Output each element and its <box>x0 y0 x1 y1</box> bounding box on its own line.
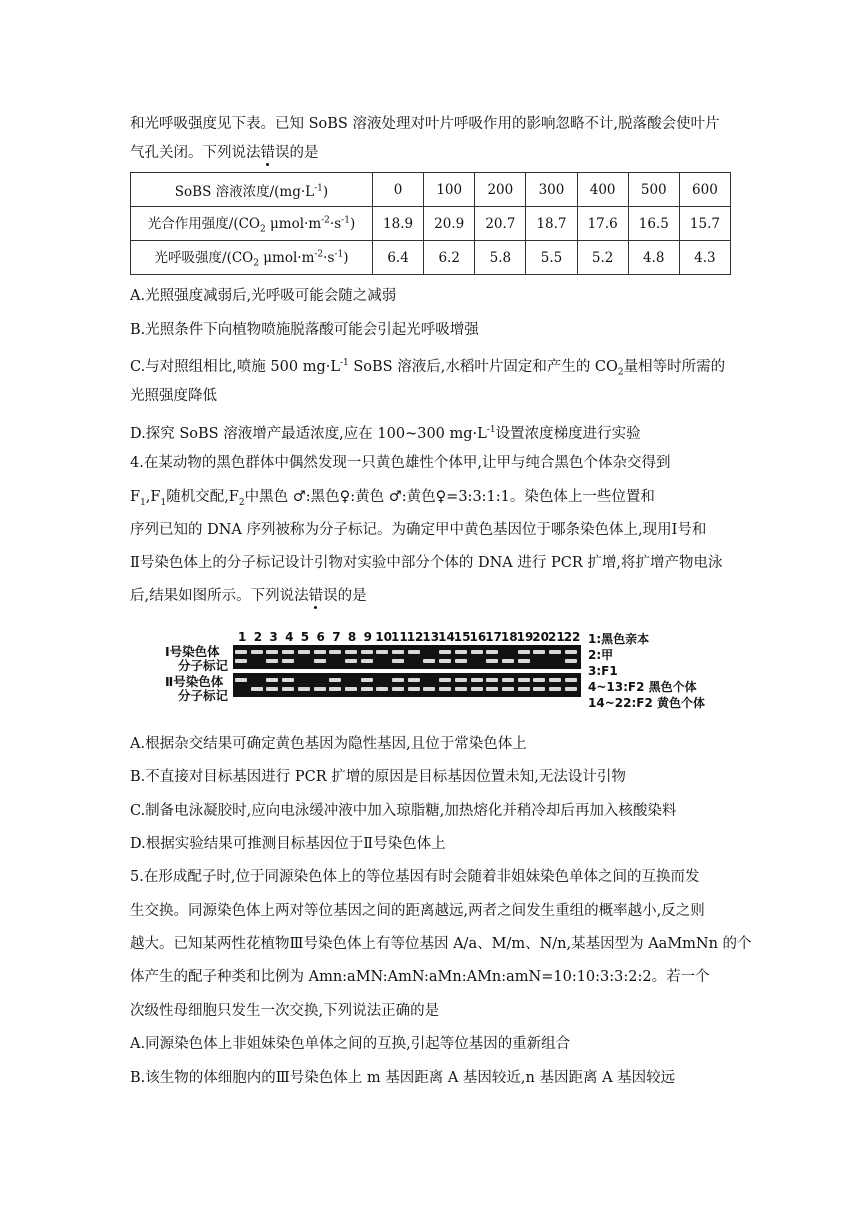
table-cell: 18.9 <box>373 207 424 241</box>
gel-band <box>329 687 341 691</box>
gel-band <box>486 687 498 691</box>
gel-band <box>408 687 420 691</box>
gel-band <box>392 678 404 682</box>
lane-number: 3 <box>269 630 278 644</box>
q3-intro-line-2: 气孔关闭。下列说法错误的是 <box>130 145 319 161</box>
gel-band <box>549 678 561 682</box>
lane-number: 21 <box>548 630 565 644</box>
legend-item: 2:甲 <box>588 648 614 662</box>
gel-band <box>423 659 435 663</box>
table-cell: 300 <box>526 173 577 207</box>
gel-band <box>314 650 326 654</box>
gel-band <box>502 678 514 682</box>
table-cell: 0 <box>373 173 424 207</box>
gel-band <box>533 687 545 691</box>
lane-number: 13 <box>422 630 440 644</box>
sobs-data-table <box>130 172 731 275</box>
gel-band <box>518 659 530 663</box>
gel-band <box>235 650 247 654</box>
gel-band <box>486 659 498 663</box>
photosynthesis-row-label: 光合作用强度$/(CO_2$ $\mu mol\cdot m^{-2}\cdot s^{-1}$) <box>131 207 373 241</box>
gel-band <box>266 687 278 691</box>
legend-item: 4~13:F2 黑色个体 <box>588 680 697 694</box>
q3-option-d: D.探究 SoBS 溶液增产最适浓度,应在 100~300 $mg\cdot L^{-1}$设置浓度梯度进行实验 <box>130 425 641 442</box>
gel-band <box>282 687 294 691</box>
lane-number: 8 <box>347 630 357 644</box>
gel-band <box>565 678 577 682</box>
gel-band <box>486 650 498 654</box>
lane-number: 9 <box>363 630 372 644</box>
table-row <box>131 241 731 275</box>
lane-number: 18 <box>500 630 518 644</box>
q5-line-2: 生交换。同源染色体上两对等位基因之间的距离越远,两者之间发生重组的概率越小,反之则 <box>130 903 705 919</box>
gel-band <box>361 659 373 663</box>
q5-line-4: 体产生的配子种类和比例为 Amn:aMN:AmN:aMn:AMn:amN=10:10:3:3:2:2。若一个 <box>130 969 710 985</box>
table-cell: 17.6 <box>577 207 628 241</box>
emphasis-mark: 错 <box>260 145 275 161</box>
q3-option-b: B.光照条件下向植物喷施脱落酸可能会引起光呼吸增强 <box>130 322 479 338</box>
lane-number: 12 <box>406 630 424 644</box>
gel-band <box>439 650 451 654</box>
table-cell: 20.9 <box>424 207 475 241</box>
gel-band <box>282 650 294 654</box>
q4-line-2: $F_1,F_1$随机交配$,F_2$中黑色 ♂:黑色♀:黄色 ♂:黄色♀=3:3:1:1。染色体上一些位置和 <box>130 489 655 508</box>
q5-option-b: B.该生物的体细胞内的Ⅲ号染色体上 m 基因距离 A 基因较近,n 基因距离 A 基因较远 <box>130 1070 676 1086</box>
gel-band <box>314 687 326 691</box>
q4-line-4: Ⅱ号染色体上的分子标记设计引物对实验中部分个体的 DNA 进行 PCR 扩增,将扩增产物电泳 <box>130 555 723 571</box>
gel-band <box>251 687 263 691</box>
chromosome-1-label: Ⅰ号染色体 <box>165 644 220 659</box>
table-cell: 400 <box>577 173 628 207</box>
q3-option-c-line-2: 光照强度降低 <box>130 388 217 404</box>
lane-number: 5 <box>300 630 310 644</box>
legend-item: 1:黑色亲本 <box>588 632 650 646</box>
table-cell: 5.5 <box>526 241 577 275</box>
legend-item: 3:F1 <box>588 664 618 678</box>
gel-band <box>565 650 577 654</box>
gel-band <box>549 650 561 654</box>
table-cell: 600 <box>679 173 730 207</box>
gel-band <box>392 659 404 663</box>
gel-band <box>533 678 545 682</box>
gel-band <box>345 650 357 654</box>
q5-option-a: A.同源染色体上非姐妹染色单体之间的互换,引起等位基因的重新组合 <box>130 1036 571 1052</box>
photorespiration-row-label: 光呼吸强度$/(CO_2$ $\mu mol\cdot m^{-2}\cdot s^{-1}$) <box>131 241 373 275</box>
emphasis-mark: 错 <box>308 588 324 604</box>
table-cell: 4.8 <box>628 241 679 275</box>
gel-band <box>455 650 467 654</box>
lane-number: 22 <box>563 630 581 644</box>
table-cell: 100 <box>424 173 475 207</box>
gel-band <box>565 659 577 663</box>
gel-band <box>361 678 373 682</box>
gel-band <box>361 650 373 654</box>
q4-option-a: A.根据杂交结果可确定黄色基因为隐性基因,且位于常染色体上 <box>130 736 527 752</box>
q5-line-1: 5.在形成配子时,位于同源染色体上的等位基因有时会随着非姐妹染色单体之间的互换而发 <box>130 869 700 885</box>
gel-band <box>329 650 341 654</box>
gel-band <box>392 650 404 654</box>
table-cell: 200 <box>475 173 526 207</box>
q4-line-1: 4.在某动物的黑色群体中偶然发现一只黄色雄性个体甲,让甲与纯合黑色个体杂交得到 <box>130 455 671 471</box>
gel-band <box>549 687 561 691</box>
table-cell: 4.3 <box>679 241 730 275</box>
gel-band <box>235 659 247 663</box>
lane-number: 1 <box>238 630 247 644</box>
gel-band <box>518 678 530 682</box>
gel-band <box>282 678 294 682</box>
gel-band <box>392 687 404 691</box>
lane-number: 19 <box>516 630 534 644</box>
chromosome-2-marker-label: 分子标记 <box>178 688 229 703</box>
q4-line-3: 序列已知的 DNA 序列被称为分子标记。为确定甲中黄色基因位于哪条染色体上,现用Ⅰ号和 <box>130 522 707 538</box>
gel-band <box>486 678 498 682</box>
gel-band <box>266 659 278 663</box>
gel-band <box>266 650 278 654</box>
q3-option-a: A.光照强度减弱后,光呼吸可能会随之减弱 <box>130 288 397 304</box>
lane-number: 2 <box>253 630 263 644</box>
gel-band <box>439 678 451 682</box>
table-cell: 5.2 <box>577 241 628 275</box>
gel-band <box>376 650 388 654</box>
table-header-row <box>131 173 731 207</box>
table-cell: 18.7 <box>526 207 577 241</box>
lane-number: 10 <box>375 630 392 644</box>
gel-band <box>502 659 514 663</box>
gel-legend <box>588 631 705 711</box>
lane-number: 16 <box>469 630 487 644</box>
lane-number: 14 <box>438 630 455 644</box>
gel-band <box>408 678 420 682</box>
gel-band <box>266 678 278 682</box>
q4-option-b: B.不直接对目标基因进行 PCR 扩增的原因是目标基因位置未知,无法设计引物 <box>130 769 626 785</box>
chromosome-2-label: Ⅱ号染色体 <box>165 674 224 689</box>
gel-band <box>471 687 483 691</box>
gel-band <box>314 659 326 663</box>
q4-option-d: D.根据实验结果可推测目标基因位于Ⅱ号染色体上 <box>130 836 446 852</box>
gel-band <box>439 687 451 691</box>
table-row <box>131 207 731 241</box>
lane-number: 15 <box>453 630 471 644</box>
chromosome-1-marker-label: 分子标记 <box>178 658 229 673</box>
gel-band <box>471 678 483 682</box>
lane-number: 17 <box>485 630 502 644</box>
gel-band <box>298 650 310 654</box>
table-cell: 16.5 <box>628 207 679 241</box>
gel-band <box>329 678 341 682</box>
gel-band <box>455 678 467 682</box>
gel-band <box>455 687 467 691</box>
table-cell: 6.4 <box>373 241 424 275</box>
table-cell: 5.8 <box>475 241 526 275</box>
gel-band <box>471 650 483 654</box>
q5-line-5: 次级性母细胞只发生一次交换,下列说法正确的是 <box>130 1003 440 1019</box>
gel-strip-chromosome-1 <box>233 645 581 669</box>
gel-band <box>565 687 577 691</box>
lane-number: 20 <box>532 630 549 644</box>
gel-band <box>345 687 357 691</box>
gel-band <box>282 659 294 663</box>
lane-number: 6 <box>316 630 325 644</box>
gel-band <box>423 687 435 691</box>
gel-band <box>439 659 451 663</box>
gel-strip-chromosome-2 <box>233 673 581 697</box>
gel-band <box>502 687 514 691</box>
concentration-header: SoBS 溶液浓度$/(mg\cdot L^{-1})$ <box>131 173 373 207</box>
gel-band <box>533 650 545 654</box>
lane-number: 4 <box>285 630 294 644</box>
gel-band <box>345 659 357 663</box>
gel-band <box>361 687 373 691</box>
q4-line-5: 后,结果如图所示。下列说法错误的是 <box>130 588 367 604</box>
gel-band <box>251 650 263 654</box>
lane-number: 7 <box>332 630 341 644</box>
legend-item: 14~22:F2 黄色个体 <box>588 696 705 710</box>
table-cell: 15.7 <box>679 207 730 241</box>
gel-band <box>235 678 247 682</box>
lane-number: 11 <box>391 630 408 644</box>
gel-band <box>298 687 310 691</box>
q5-line-3: 越大。已知某两性花植物Ⅲ号染色体上有等位基因 A/a、M/m、N/n,某基因型为 AaMmNn 的个 <box>130 936 752 952</box>
table-cell: 20.7 <box>475 207 526 241</box>
gel-band <box>376 687 388 691</box>
q3-option-c-line-1: C.与对照组相比,喷施 500 $mg\cdot L^{-1}$ SoBS 溶液后,水稻叶片固定和产生的 $CO_2$量相等时所需的 <box>130 358 726 378</box>
q3-intro-line-1: 和光呼吸强度见下表。已知 SoBS 溶液处理对叶片呼吸作用的影响忽略不计,脱落酸会使叶片 <box>130 116 720 132</box>
table-cell: 6.2 <box>424 241 475 275</box>
table-cell: 500 <box>628 173 679 207</box>
gel-band <box>408 650 420 654</box>
q4-option-c: C.制备电泳凝胶时,应向电泳缓冲液中加入琼脂糖,加热熔化并稍冷却后再加入核酸染料 <box>130 803 677 819</box>
gel-band <box>518 687 530 691</box>
gel-band <box>455 659 467 663</box>
gel-band <box>518 650 530 654</box>
